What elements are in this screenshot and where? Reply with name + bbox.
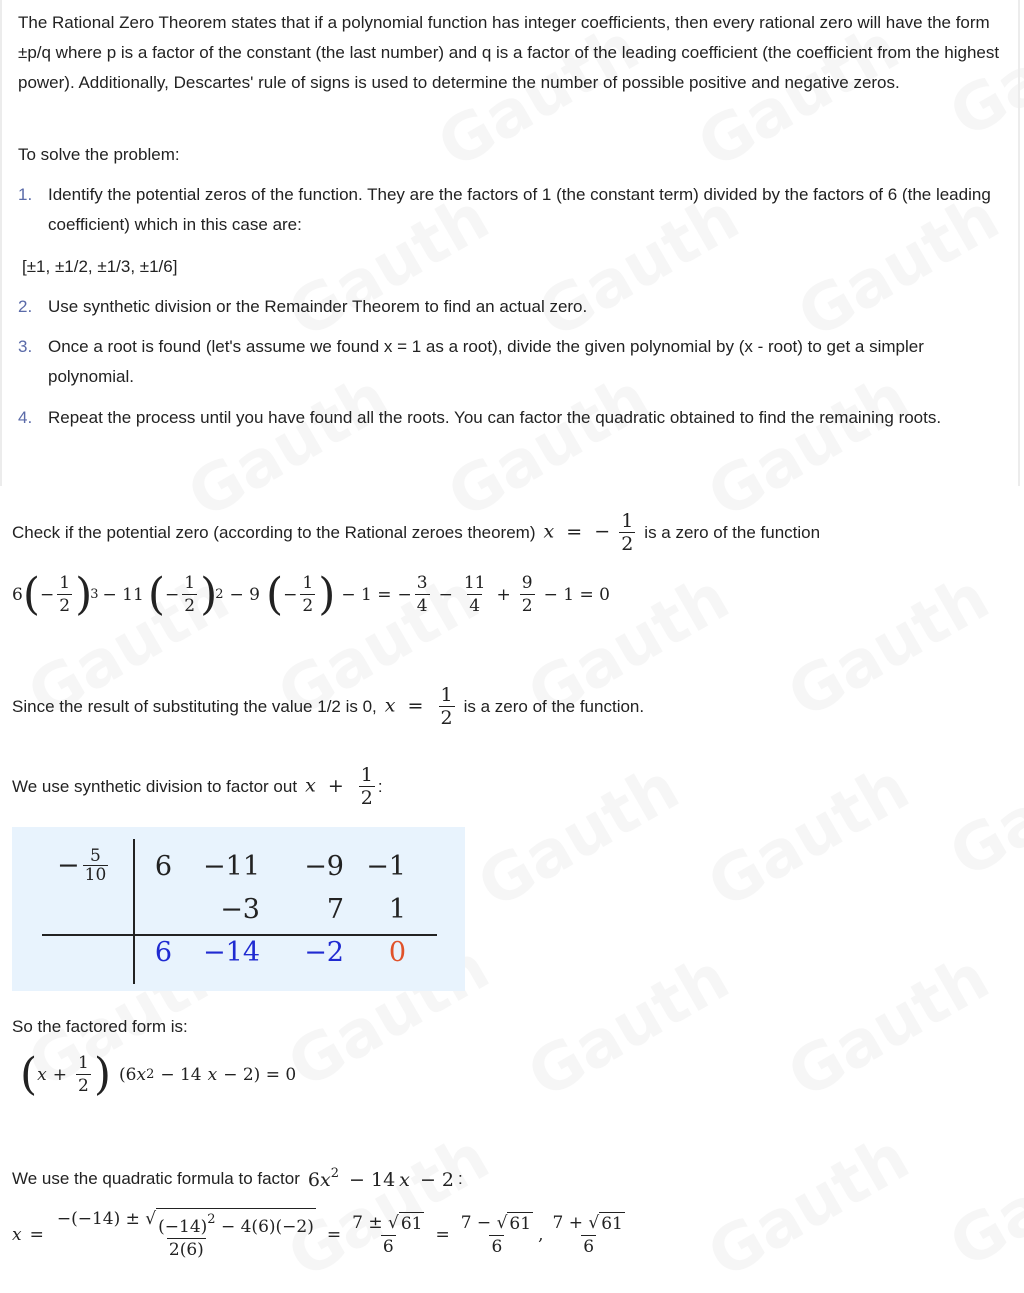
factored-equation: ( x + $\frac{1}{2}$ ) (6 x 2 − 14 x − 2) = 0 [20, 1048, 297, 1100]
quotient-cell: −2 [304, 937, 344, 968]
step-text: Once a root is found (let's assume we found x = 1 as a root), divide the given polynomial by (x - root) to get a simpler polynomial. [48, 337, 924, 386]
intro-paragraph: The Rational Zero Theorem states that if a polynomial function has integer coefficients, then every rational zero will have the form ±p/q where p is a factor of the constant (the last number) and q is a factor of the leading coefficient (the coefficient from the highest power). Additionally, Descartes' rule of signs is used to determine the number of possible positive and negative zeros. [18, 13, 1000, 92]
quadratic-intro-line: We use the quadratic formula to factor $6x^2 - 14$ x − 2 : [12, 1166, 463, 1191]
to-solve-heading: To solve the problem: [18, 145, 180, 164]
factored-label: So the factored form is: [12, 1017, 188, 1036]
step-number: 2. [18, 297, 33, 316]
explanation-card [0, 0, 1020, 486]
remainder-cell: 0 [388, 937, 406, 968]
step-number: 1. [18, 185, 33, 204]
row2-cell: 1 [388, 894, 406, 925]
step-text: Use synthetic division or the Remainder Theorem to find an actual zero. [48, 297, 588, 316]
step-text: Repeat the process until you have found all the roots. You can factor the quadratic obtained to find the remaining roots. [48, 408, 942, 427]
step-number: 3. [18, 337, 33, 356]
step-number: 4. [18, 408, 33, 427]
since-zero-line: Since the result of substituting the value 1/2 is 0, x = $\frac{1}{2}$ is a zero of the function. [12, 684, 645, 729]
row1-cell: 6 [154, 851, 172, 882]
step-text: Identify the potential zeros of the function. They are the factors of 1 (the constant term) divided by the factors of 6 (the leading coefficient) which in this case are: [48, 185, 991, 234]
check-zero-line [12, 510, 828, 555]
check-text-after: is a zero of the function [644, 522, 821, 542]
row1-cell: −9 [304, 851, 344, 882]
row1-cell: −1 [366, 851, 406, 882]
synthetic-division-table [12, 827, 465, 991]
substitution-equation: 6 ( − $\frac{1}{2}$ ) 3 − 11 ( − $\frac{1}{2}$ ) 2 − 9 ( − $\frac{1}{2}$ ) − 1 = − $\frac{3}{4}$ − $\frac{11}{4}$ + $\frac{9}{2}$ − 1 = 0 [12, 568, 610, 620]
potential-zeros-list: [±1, ±1/2, ±1/3, ±1/6] [22, 257, 178, 276]
row1-cell: −11 [203, 851, 260, 882]
check-text: Check if the potential zero (according to the Rational zeroes theorem) [12, 522, 536, 542]
quotient-cell: 6 [154, 937, 172, 968]
check-equation: x = − $\frac{1}{2}$ [543, 510, 634, 555]
quadratic-formula-equation: x = −(−14) ± √ $(-14)^2 - 4(6)(-2)$ 2(6) = 7 ± √ 61 6 = 7 − √ 61 6 , 7 + √ 61 6 [12, 1209, 623, 1260]
division-horizontal-rule [42, 934, 437, 936]
fraction: $\frac{1}{2}$ [621, 510, 634, 555]
divisor: − $\frac{5}{10}$ [57, 846, 107, 885]
row2-cell: −3 [220, 894, 260, 925]
quotient-cell: −14 [203, 937, 260, 968]
synthetic-intro-line: We use synthetic division to factor out x + $\frac{1}{2}$ : [12, 764, 383, 809]
row2-cell: 7 [326, 894, 344, 925]
